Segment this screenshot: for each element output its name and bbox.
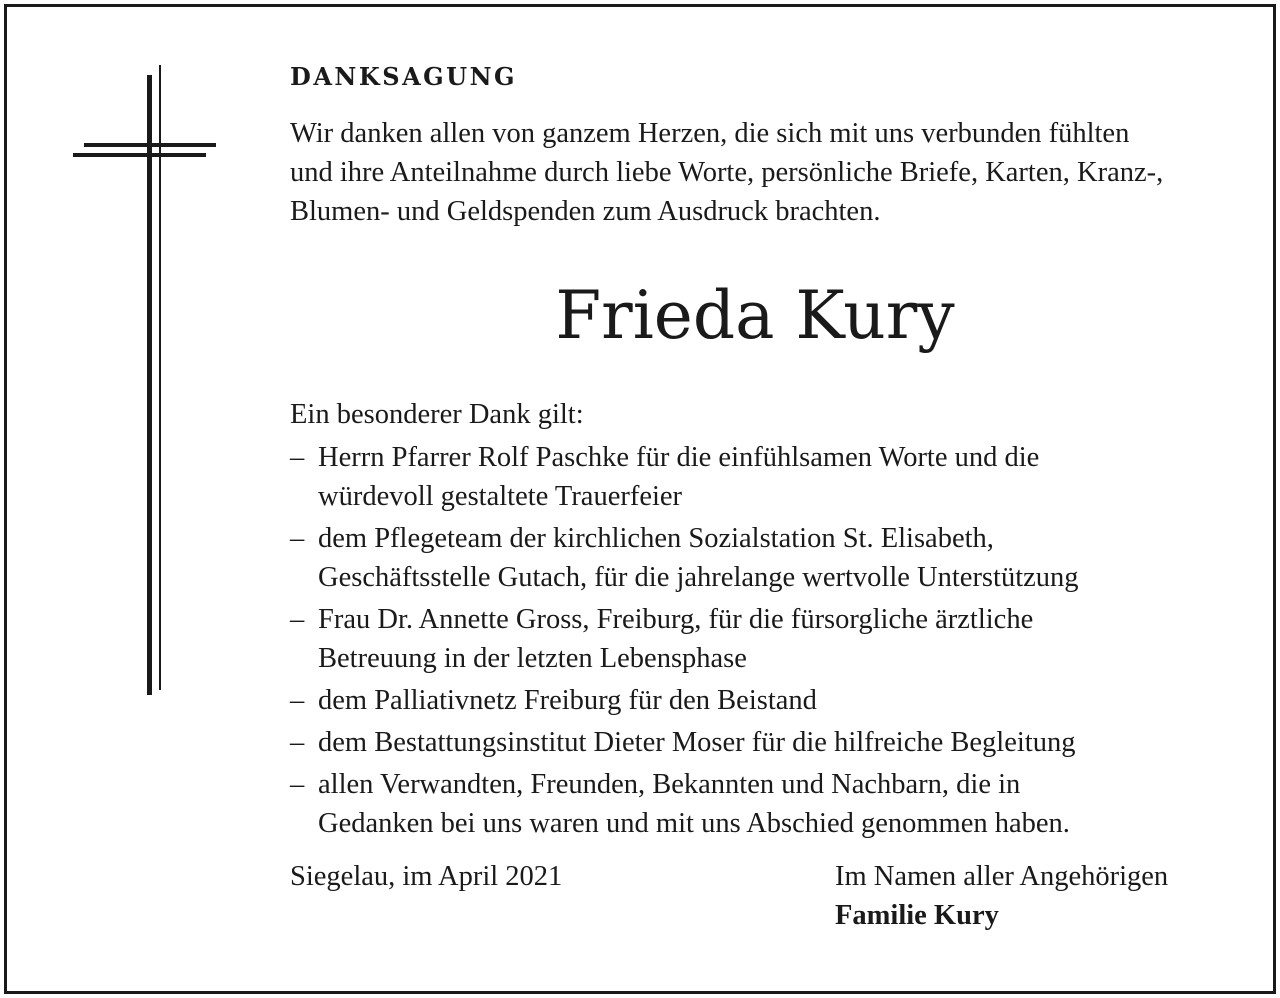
dash-bullet: – <box>290 685 305 716</box>
thanks-lead: Ein besonderer Dank gilt: <box>290 399 584 430</box>
deceased-name: Frieda Kury <box>555 277 955 354</box>
list-item <box>290 765 1240 843</box>
dash-bullet: – <box>290 769 305 800</box>
list-item-line: Frau Dr. Annette Gross, Freiburg, für die fürsorgliche ärztliche <box>318 604 1034 635</box>
list-item-line: Betreuung in der letzten Lebensphase <box>318 643 747 674</box>
place-date: Siegelau, im April 2021 <box>290 861 563 892</box>
signature <box>835 857 1168 935</box>
list-item <box>290 519 1240 597</box>
thanks-list <box>290 438 1240 843</box>
list-item <box>290 723 1240 762</box>
list-item-line: würdevoll gestaltete Trauerfeier <box>318 481 683 512</box>
intro-line: und ihre Anteilnahme durch liebe Worte, persönliche Briefe, Karten, Kranz-, <box>290 157 1164 188</box>
signature-family: Familie Kury <box>835 900 999 931</box>
list-item-line: dem Palliativnetz Freiburg für den Beistand <box>318 685 817 716</box>
list-item-line: allen Verwandten, Freunden, Bekannten und Nachbarn, die in <box>318 769 1021 800</box>
list-item-line: Geschäftsstelle Gutach, für die jahrelange wertvolle Unterstützung <box>318 562 1079 593</box>
list-item <box>290 600 1240 678</box>
list-item-line: dem Bestattungsinstitut Dieter Moser für die hilfreiche Begleitung <box>318 727 1076 758</box>
intro-text <box>290 114 1240 231</box>
dash-bullet: – <box>290 604 305 635</box>
list-item-line: Gedanken bei uns waren und mit uns Abschied genommen haben. <box>318 808 1070 839</box>
list-item-line: Herrn Pfarrer Rolf Paschke für die einfühlsamen Worte und die <box>318 442 1040 473</box>
list-item <box>290 681 1240 720</box>
notice-heading: DANKSAGUNG <box>290 62 518 91</box>
notice-content <box>290 60 1240 846</box>
dash-bullet: – <box>290 523 305 554</box>
intro-line: Wir danken allen von ganzem Herzen, die sich mit uns verbunden fühlten <box>290 118 1130 149</box>
intro-line: Blumen- und Geldspenden zum Ausdruck brachten. <box>290 196 881 227</box>
list-item <box>290 438 1240 516</box>
signature-line: Im Namen aller Angehörigen <box>835 861 1169 892</box>
list-item-line: dem Pflegeteam der kirchlichen Sozialstation St. Elisabeth, <box>318 523 994 554</box>
dash-bullet: – <box>290 727 305 758</box>
dash-bullet: – <box>290 442 305 473</box>
